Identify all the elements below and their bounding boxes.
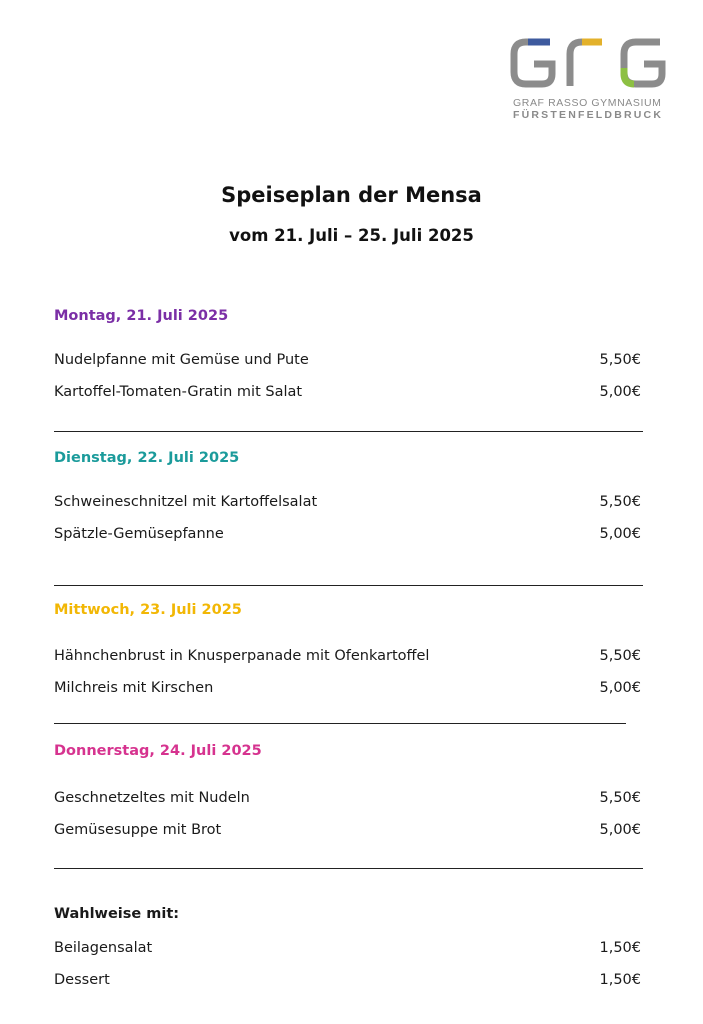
logo-school-city: FÜRSTENFELDBRUCK <box>513 109 664 121</box>
dish-price: 5,00€ <box>599 680 641 696</box>
dish-price: 5,00€ <box>599 526 641 542</box>
dish-price: 5,00€ <box>599 822 641 838</box>
dish-price: 5,50€ <box>599 352 641 368</box>
divider <box>54 868 643 869</box>
day-heading-monday: Montag, 21. Juli 2025 <box>54 308 229 324</box>
menu-item <box>54 494 641 516</box>
divider <box>54 723 626 724</box>
extra-price: 1,50€ <box>599 940 641 956</box>
day-heading-thursday: Donnerstag, 24. Juli 2025 <box>54 743 262 759</box>
dish-name: Geschnetzeltes mit Nudeln <box>54 790 250 806</box>
menu-item <box>54 384 641 406</box>
page-subtitle: vom 21. Juli – 25. Juli 2025 <box>229 226 474 245</box>
dish-name: Schweineschnitzel mit Kartoffelsalat <box>54 494 318 510</box>
extra-item <box>54 940 641 962</box>
menu-item <box>54 352 641 374</box>
day-heading-wednesday: Mittwoch, 23. Juli 2025 <box>54 602 242 618</box>
logo-school-name: GRAF RASSO GYMNASIUM <box>513 97 662 109</box>
dish-name: Hähnchenbrust in Knusperpanade mit Ofenkartoffel <box>54 648 430 664</box>
dish-name: Nudelpfanne mit Gemüse und Pute <box>54 352 309 368</box>
extra-name: Dessert <box>54 972 110 988</box>
page-title: Speiseplan der Mensa <box>221 183 482 207</box>
school-logo <box>510 34 675 129</box>
extra-price: 1,50€ <box>599 972 641 988</box>
extras-heading: Wahlweise mit: <box>54 906 180 922</box>
divider <box>54 431 643 432</box>
dish-price: 5,50€ <box>599 790 641 806</box>
divider <box>54 585 643 586</box>
menu-item <box>54 648 641 670</box>
dish-name: Spätzle-Gemüsepfanne <box>54 526 224 542</box>
dish-price: 5,50€ <box>599 494 641 510</box>
menu-item <box>54 526 641 548</box>
day-heading-tuesday: Dienstag, 22. Juli 2025 <box>54 450 240 466</box>
menu-item <box>54 822 641 844</box>
dish-price: 5,00€ <box>599 384 641 400</box>
dish-name: Gemüsesuppe mit Brot <box>54 822 222 838</box>
dish-price: 5,50€ <box>599 648 641 664</box>
dish-name: Kartoffel-Tomaten-Gratin mit Salat <box>54 384 303 400</box>
extra-item <box>54 972 641 994</box>
menu-item <box>54 790 641 812</box>
grg-logo-icon <box>510 34 675 96</box>
menu-item <box>54 680 641 702</box>
extra-name: Beilagensalat <box>54 940 153 956</box>
dish-name: Milchreis mit Kirschen <box>54 680 214 696</box>
